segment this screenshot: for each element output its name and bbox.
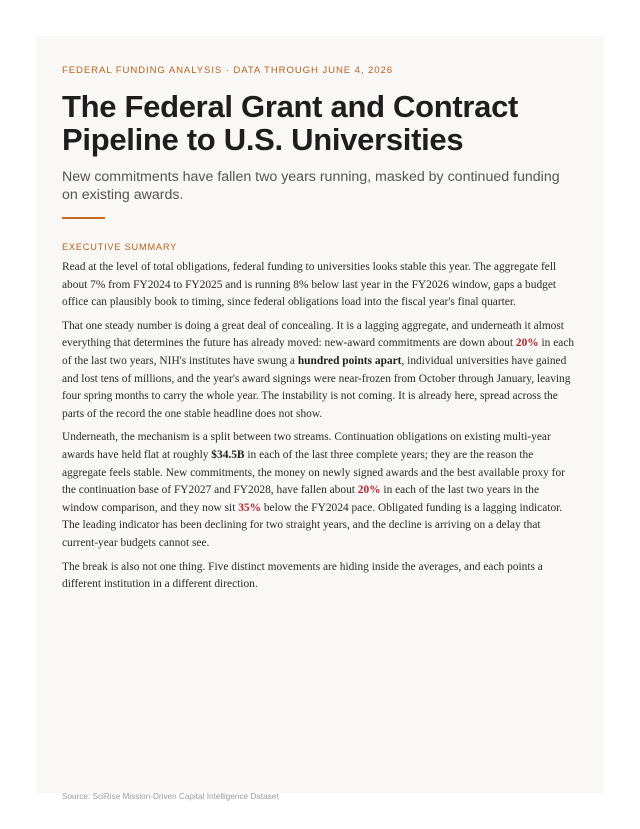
report-card: [36, 36, 604, 793]
highlight-new-award-decline: 20%: [515, 337, 539, 350]
eyebrow-label: FEDERAL FUNDING ANALYSIS · DATA THROUGH JUNE 4, 2026: [62, 65, 393, 76]
text-run: in each of the last two years in the window comparison, and they now sit: [62, 484, 540, 514]
source-note: Source: SciRise Mission-Driven Capital Intelligence Dataset: [62, 792, 279, 801]
summary-paragraph-4: The break is also not one thing. Five distinct movements are hiding inside the averages, and each points a different institution in a different direction.: [62, 560, 543, 591]
text-run: below the FY2024 pace. Obligated funding is a lagging indicator. The leading indicator has been declining for two straight years, and the decline is arriving on a delay that current-year budgets cannot see.: [62, 501, 563, 549]
page-title: The Federal Grant and Contract Pipeline to U.S. Universities: [62, 89, 519, 157]
section-label-executive-summary: EXECUTIVE SUMMARY: [62, 242, 178, 252]
summary-paragraph-3: [62, 429, 578, 552]
summary-paragraph-2: [62, 318, 578, 424]
text-run: That one steady number is doing a great deal of concealing. It is a lagging aggregate, and underneath it almost everything that determines the future has already moved: new-award commitments are down about: [62, 319, 564, 350]
highlight-nih-spread: hundred points apart: [297, 354, 402, 367]
text-run: in each of the last two years, NIH's institutes have swung a: [62, 337, 575, 367]
text-run: Underneath, the mechanism is a split between two streams. Continuation obligations on existing multi-year awards have held flat at roughly: [62, 431, 551, 461]
highlight-fy2024-gap: 35%: [238, 501, 261, 514]
accent-divider: [62, 217, 105, 219]
summary-paragraph-1: Read at the level of total obligations, federal funding to universities looks stable this year. The aggregate fell about 7% from FY2024 to FY2025 and is running 8% below last year in the FY2026 window, gaps a budget office can plausibly book to timing, since federal obligations load into the fiscal year's final quarter.: [62, 261, 557, 309]
text-run: , individual universities have gained and lost tens of millions, and the year's award signings were near-frozen from October through January, leaving four spring months to carry the whole year. The instability is not coming. It is already here, spread across the parts of the record the one stable headline does not show.: [62, 354, 571, 420]
page-subtitle: New commitments have fallen two years running, masked by continued funding on existing awards.: [62, 169, 560, 203]
highlight-new-commitment-decline: 20%: [357, 484, 381, 497]
highlight-continuation-amount: $34.5B: [211, 448, 245, 461]
text-run: in each of the last three complete years; they are the reason the aggregate feels stable. New commitments, the money on newly signed awards and the best available proxy for the continuation base of FY2027 and FY2028, have fallen about: [62, 448, 565, 497]
